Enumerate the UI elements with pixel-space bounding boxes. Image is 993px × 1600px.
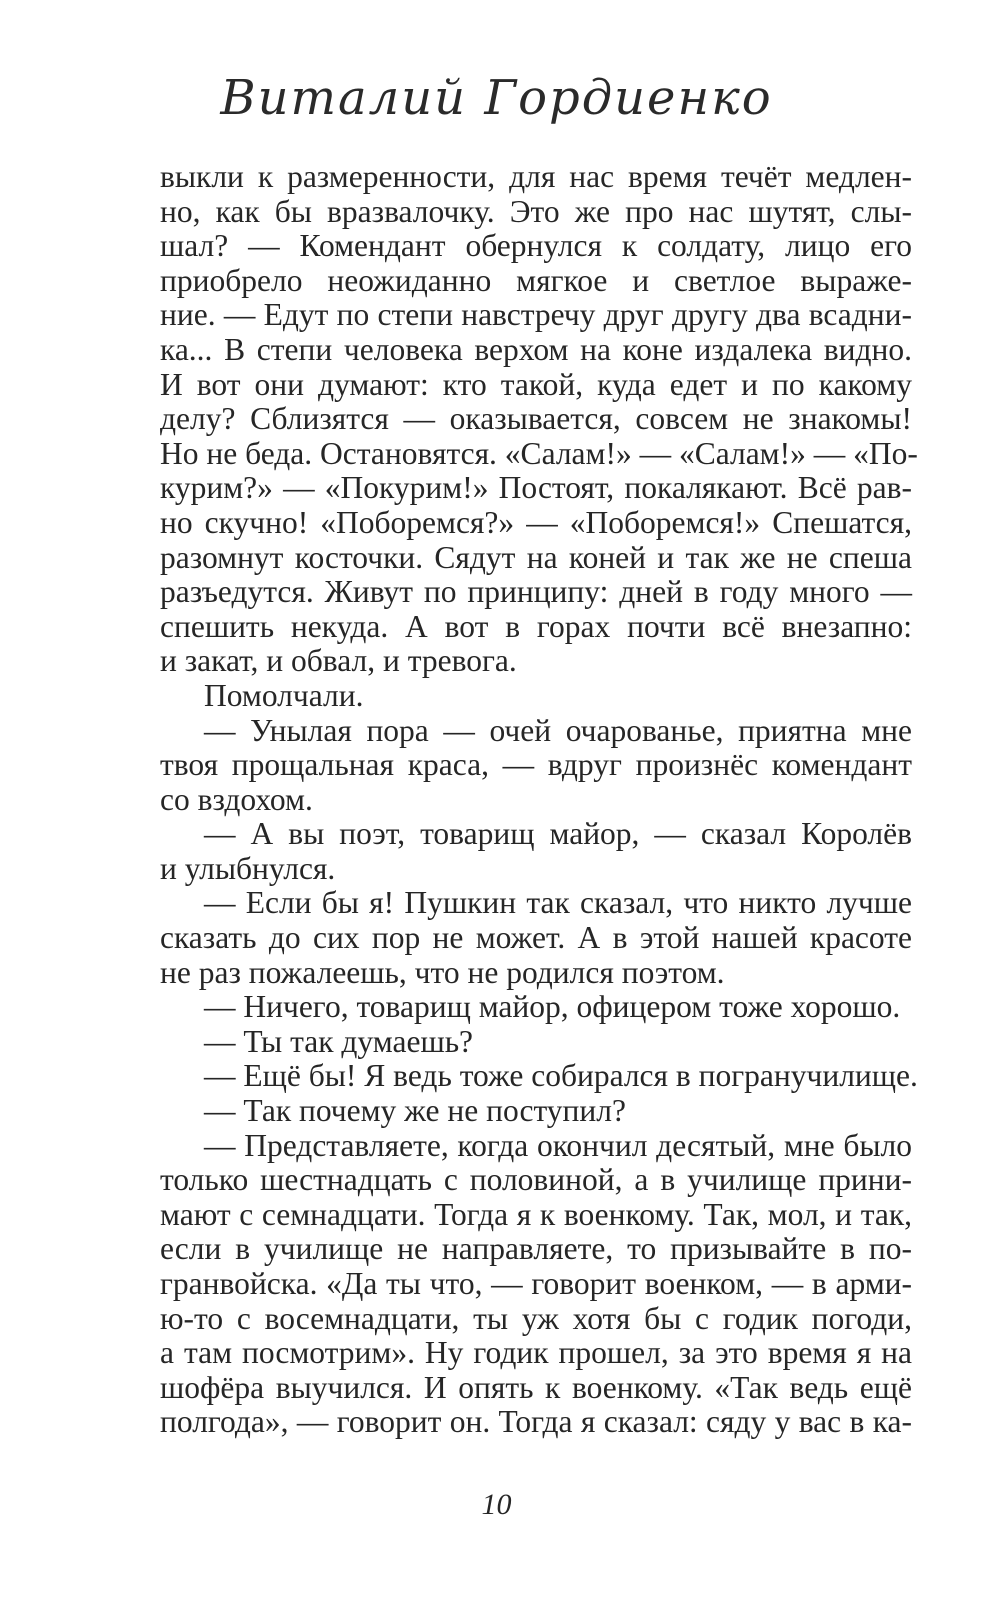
text-line: шал? — Комендант обернулся к солдату, лицо его	[160, 228, 912, 264]
text-line: не раз пожалеешь, что не родился поэтом.	[160, 954, 725, 990]
text-line: шофёра выучился. И опять к военкому. «Так ведь ещё	[160, 1369, 912, 1405]
text-line: Помолчали.	[204, 677, 364, 713]
text-line: — Если бы я! Пушкин так сказал, что никто лучше	[204, 885, 912, 921]
text-line: и закат, и обвал, и тревога.	[160, 643, 517, 679]
text-line: делу? Сблизятся — оказывается, совсем не знакомы!	[160, 401, 912, 437]
text-line: и улыбнулся.	[160, 850, 336, 886]
text-line: гранвойска. «Да ты что, — говорит военком, — в арми-	[160, 1266, 912, 1301]
text-line: ю-то с восемнадцати, ты уж хотя бы с годик погоди,	[160, 1300, 912, 1336]
text-line: если в училище не направляете, то призывайте в по-	[160, 1231, 912, 1267]
text-line: — Ничего, товарищ майор, офицером тоже хорошо.	[204, 989, 901, 1025]
text-line: но, как бы вразвалочку. Это же про нас шутят, слы-	[160, 193, 912, 229]
text-line: — Ты так думаешь?	[204, 1023, 474, 1059]
text-line: ка... В степи человека верхом на коне издалека видно.	[160, 331, 912, 367]
running-head-author: Виталий Гордиенко	[220, 70, 773, 126]
text-line: а там посмотрим». Ну годик прошел, за это время я на	[160, 1335, 912, 1371]
text-line: — Ещё бы! Я ведь тоже собирался в погранучилище.	[204, 1058, 918, 1094]
text-line: Но не беда. Остановятся. «Салам!» — «Салам!» — «По-	[160, 435, 918, 471]
text-line: разъедутся. Живут по принципу: дней в году много —	[160, 574, 912, 610]
body-text	[160, 159, 918, 1440]
text-line: приобрело неожиданно мягкое и светлое выраже-	[160, 262, 912, 298]
text-line: сказать до сих пор не может. А в этой нашей красоте	[160, 920, 912, 956]
text-line: разомнут косточки. Сядут на коней и так же не спеша	[160, 539, 912, 575]
text-line: выкли к размеренности, для нас время течёт медлен-	[160, 159, 912, 194]
text-line: только шестнадцать с половиной, а в училище прини-	[160, 1162, 912, 1198]
text-line: полгода», — говорит он. Тогда я сказал: сяду у вас в ка-	[160, 1404, 912, 1440]
text-line: — А вы поэт, товарищ майор, — сказал Королёв	[204, 816, 912, 852]
text-line: — Представляете, когда окончил десятый, мне было	[204, 1127, 912, 1163]
text-line: но скучно! «Поборемся?» — «Поборемся!» Спешатся,	[160, 504, 912, 540]
text-line: мают с семнадцати. Тогда я к военкому. Так, мол, и так,	[160, 1196, 912, 1232]
text-line: курим?» — «Покурим!» Постоят, покалякают. Всё рав-	[160, 470, 912, 506]
page-number: 10	[481, 1488, 512, 1521]
text-line: со вздохом.	[160, 781, 313, 817]
text-line: — Унылая пора — очей очарованье, приятна мне	[204, 712, 912, 748]
text-line: спешить некуда. А вот в горах почти всё внезапно:	[160, 608, 912, 644]
text-line: И вот они думают: кто такой, куда едет и по какому	[160, 366, 912, 402]
text-line: ние. — Едут по степи навстречу друг другу два всадни-	[160, 297, 912, 333]
text-line: — Так почему же не поступил?	[204, 1093, 626, 1129]
text-line: твоя прощальная краса, — вдруг произнёс комендант	[160, 747, 912, 783]
